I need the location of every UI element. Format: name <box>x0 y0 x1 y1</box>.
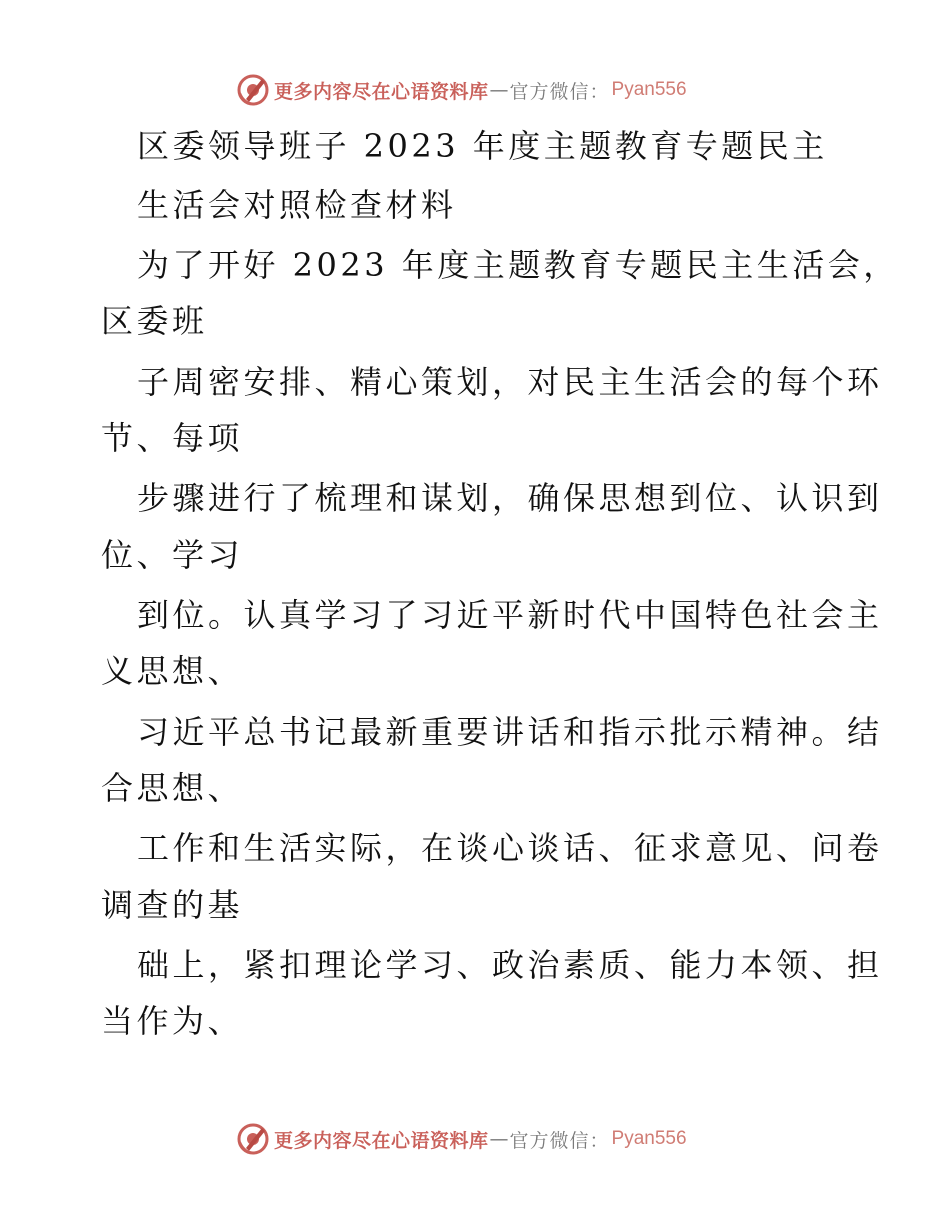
watermark-dash: — <box>489 79 509 101</box>
watermark-wechat-label: 官方微信： <box>509 1129 610 1152</box>
body-line: 义思想、 <box>101 652 244 690</box>
footer-watermark <box>236 1119 687 1159</box>
watermark-wechat-label: 官方微信： <box>509 80 610 103</box>
body-line: 子周密安排、精心策划，对民主生活会的每个环 <box>137 363 883 401</box>
body-line: 为了开好 2023 年度主题教育专题民主生活会， <box>137 246 899 284</box>
brand-logo-icon <box>236 73 270 107</box>
body-line: 到位。认真学习了习近平新时代中国特色社会主 <box>137 596 883 634</box>
watermark-main-text: 更多内容尽在心语资料库 <box>274 1129 489 1152</box>
body-line: 节、每项 <box>101 419 244 457</box>
body-line: 合思想、 <box>101 769 244 807</box>
body-line: 工作和生活实际，在谈心谈话、征求意见、问卷 <box>137 829 883 867</box>
watermark-account: Pyan556 <box>611 1128 687 1149</box>
brand-logo-icon <box>236 1122 270 1156</box>
header-watermark <box>236 70 687 110</box>
body-line: 位、学习 <box>101 536 244 574</box>
body-line: 当作为、 <box>101 1002 244 1040</box>
body-line: 习近平总书记最新重要讲话和指示批示精神。结 <box>137 713 883 751</box>
document-title-line-1: 区委领导班子 2023 年度主题教育专题民主 <box>137 127 828 165</box>
watermark-dash: — <box>489 1128 509 1150</box>
body-line: 调查的基 <box>101 886 244 924</box>
watermark-account: Pyan556 <box>611 79 687 100</box>
body-line: 区委班 <box>101 302 208 340</box>
document-title-line-2: 生活会对照检查材料 <box>137 186 457 224</box>
body-line: 步骤进行了梳理和谋划，确保思想到位、认识到 <box>137 479 883 517</box>
watermark-main-text: 更多内容尽在心语资料库 <box>274 80 489 103</box>
body-line: 础上，紧扣理论学习、政治素质、能力本领、担 <box>137 946 883 984</box>
